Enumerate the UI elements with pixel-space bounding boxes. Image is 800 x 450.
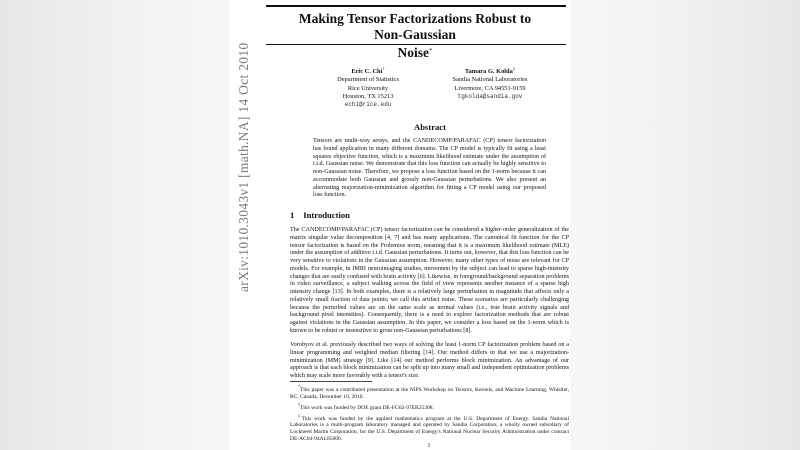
title-line-1: Making Tensor Factorizations Robust to Non-Gaussian — [298, 11, 532, 42]
author-affiliation: Sandia National Laboratories — [452, 76, 528, 84]
paper-title — [290, 11, 540, 61]
author-affiliation: Department of Statistics — [337, 76, 399, 84]
page-number: 1 — [427, 443, 431, 449]
author-affiliation: Rice University — [347, 84, 389, 92]
arxiv-stamp: arXiv:1010.3043v1 [math.NA] 14 Oct 2010 — [236, 42, 251, 292]
section-heading — [290, 210, 350, 220]
footnote: *This paper was a contributed presentation at the NIPS Workshop on Tensors, Kernels, and Machine Learning, Whistler, BC, Canada, December 10, 2010. — [290, 384, 569, 400]
section-title: Introduction — [303, 210, 350, 220]
title-bottom-rule — [266, 44, 566, 45]
author-affiliation: Livermore, CA 94551-9159 — [454, 84, 526, 92]
author-name: Eric C. Chi† — [351, 66, 385, 76]
title-footnote-mark: * — [429, 47, 433, 55]
abstract-text: Tensors are multi-way arrays, and the CANDECOMP/PARAFAC (CP) tensor factorization has found application in many different domains. The CP model is typically fit using a least squares objective function, which is a maximum likelihood estimate under the assumption of i.i.d. Gaussian noise. We demonstrate that this loss function can actually be highly sensitive to non-Gaussian noise. Therefore, we propose a loss function based on the 1-norm because it can accommodate both Gaussian and grossly non-Gaussian perturbations. We also present an alternating majorization-minimization algorithm for fitting a CP model using our proposed loss function. — [313, 138, 546, 199]
intro-paragraph-1: The CANDECOMP/PARAFAC (CP) tensor factorization can be considered a higher-order generalization of the matrix singular value decomposition [4, 7] and has many applications. The canonical fit function for the CP tensor factorization is based on the Frobenius norm, meaning that it is a maximum likelihood estimate (MLE) under the assumption of additive i.i.d. Gaussian perturbations. It turns out, however, that this loss function can be very sensitive to violations in the Gaussian assumption. However, many other types of noise are relevant for CP models. For example, in fMRI neuroimaging studies, movement by the subject can lead to sparse high-intensity changes that are easily confused with brain activity [6]. Likewise, in foreground/background separation problems in video surveillance, a subject walking across the field of view represents another instance of a sparse high intensity change [13]. In both examples, there is a relatively large perturbation in magnitude that affects only a relatively small fraction of data points; we call this artifact noise. These scenarios are particularly challenging because the perturbed values are on the same scale as normal values (i.e., true brain activity signals and background pixel intensities). Consequently, there is a need to explore factorization methods that are robust against violations in the Gaussian assumption. In this paper, we consider a loss based on the 1-norm which is known to be robust or insensitive to gross non-Gaussian perturbations [8]. — [290, 227, 569, 334]
footnote: †This work was funded by DOE grant DE-FG02-97ER25308. — [298, 401, 434, 411]
author-email: tgkolda@sandia.gov — [457, 92, 523, 100]
author-block-1 — [308, 65, 428, 109]
footnote: ‡This work was funded by the applied mathematics program at the U.S. Department of Energy. Sandia National Laboratories is a multi-program laboratory managed and operated by Sandia Corporation, a wholly owned subsidiary of Lockheed Martin Corporation, for the U.S. Department of Energy's National Nuclear Security Administration under contract DE-AC04-94AL85000. — [290, 412, 570, 443]
author-name: Tamara G. Kolda‡ — [464, 66, 516, 76]
title-line-2: Noise — [397, 45, 429, 60]
section-number: 1 — [290, 210, 295, 220]
author-block-2 — [430, 65, 550, 101]
title-top-rule — [266, 5, 566, 7]
author-email: echi@rice.edu — [344, 100, 392, 108]
abstract-heading: Abstract — [414, 122, 446, 132]
author-affiliation: Houston, TX 15213 — [342, 92, 394, 100]
intro-paragraph-2: Vorobyov et al. previously described two ways of solving the least 1-norm CP factorization problem based on a linear programming and weighted median filtering [14]. Our method differs in that we use a majorization-minimization (MM) strategy [9]. Like [14] our method performs block minimization. An advantage of our approach is that each block minimization can be split up into many small and independent optimization problems which may scale more favorably with a tensor's size. — [290, 342, 569, 379]
footnotes — [290, 383, 569, 443]
footnote-rule — [290, 381, 372, 382]
